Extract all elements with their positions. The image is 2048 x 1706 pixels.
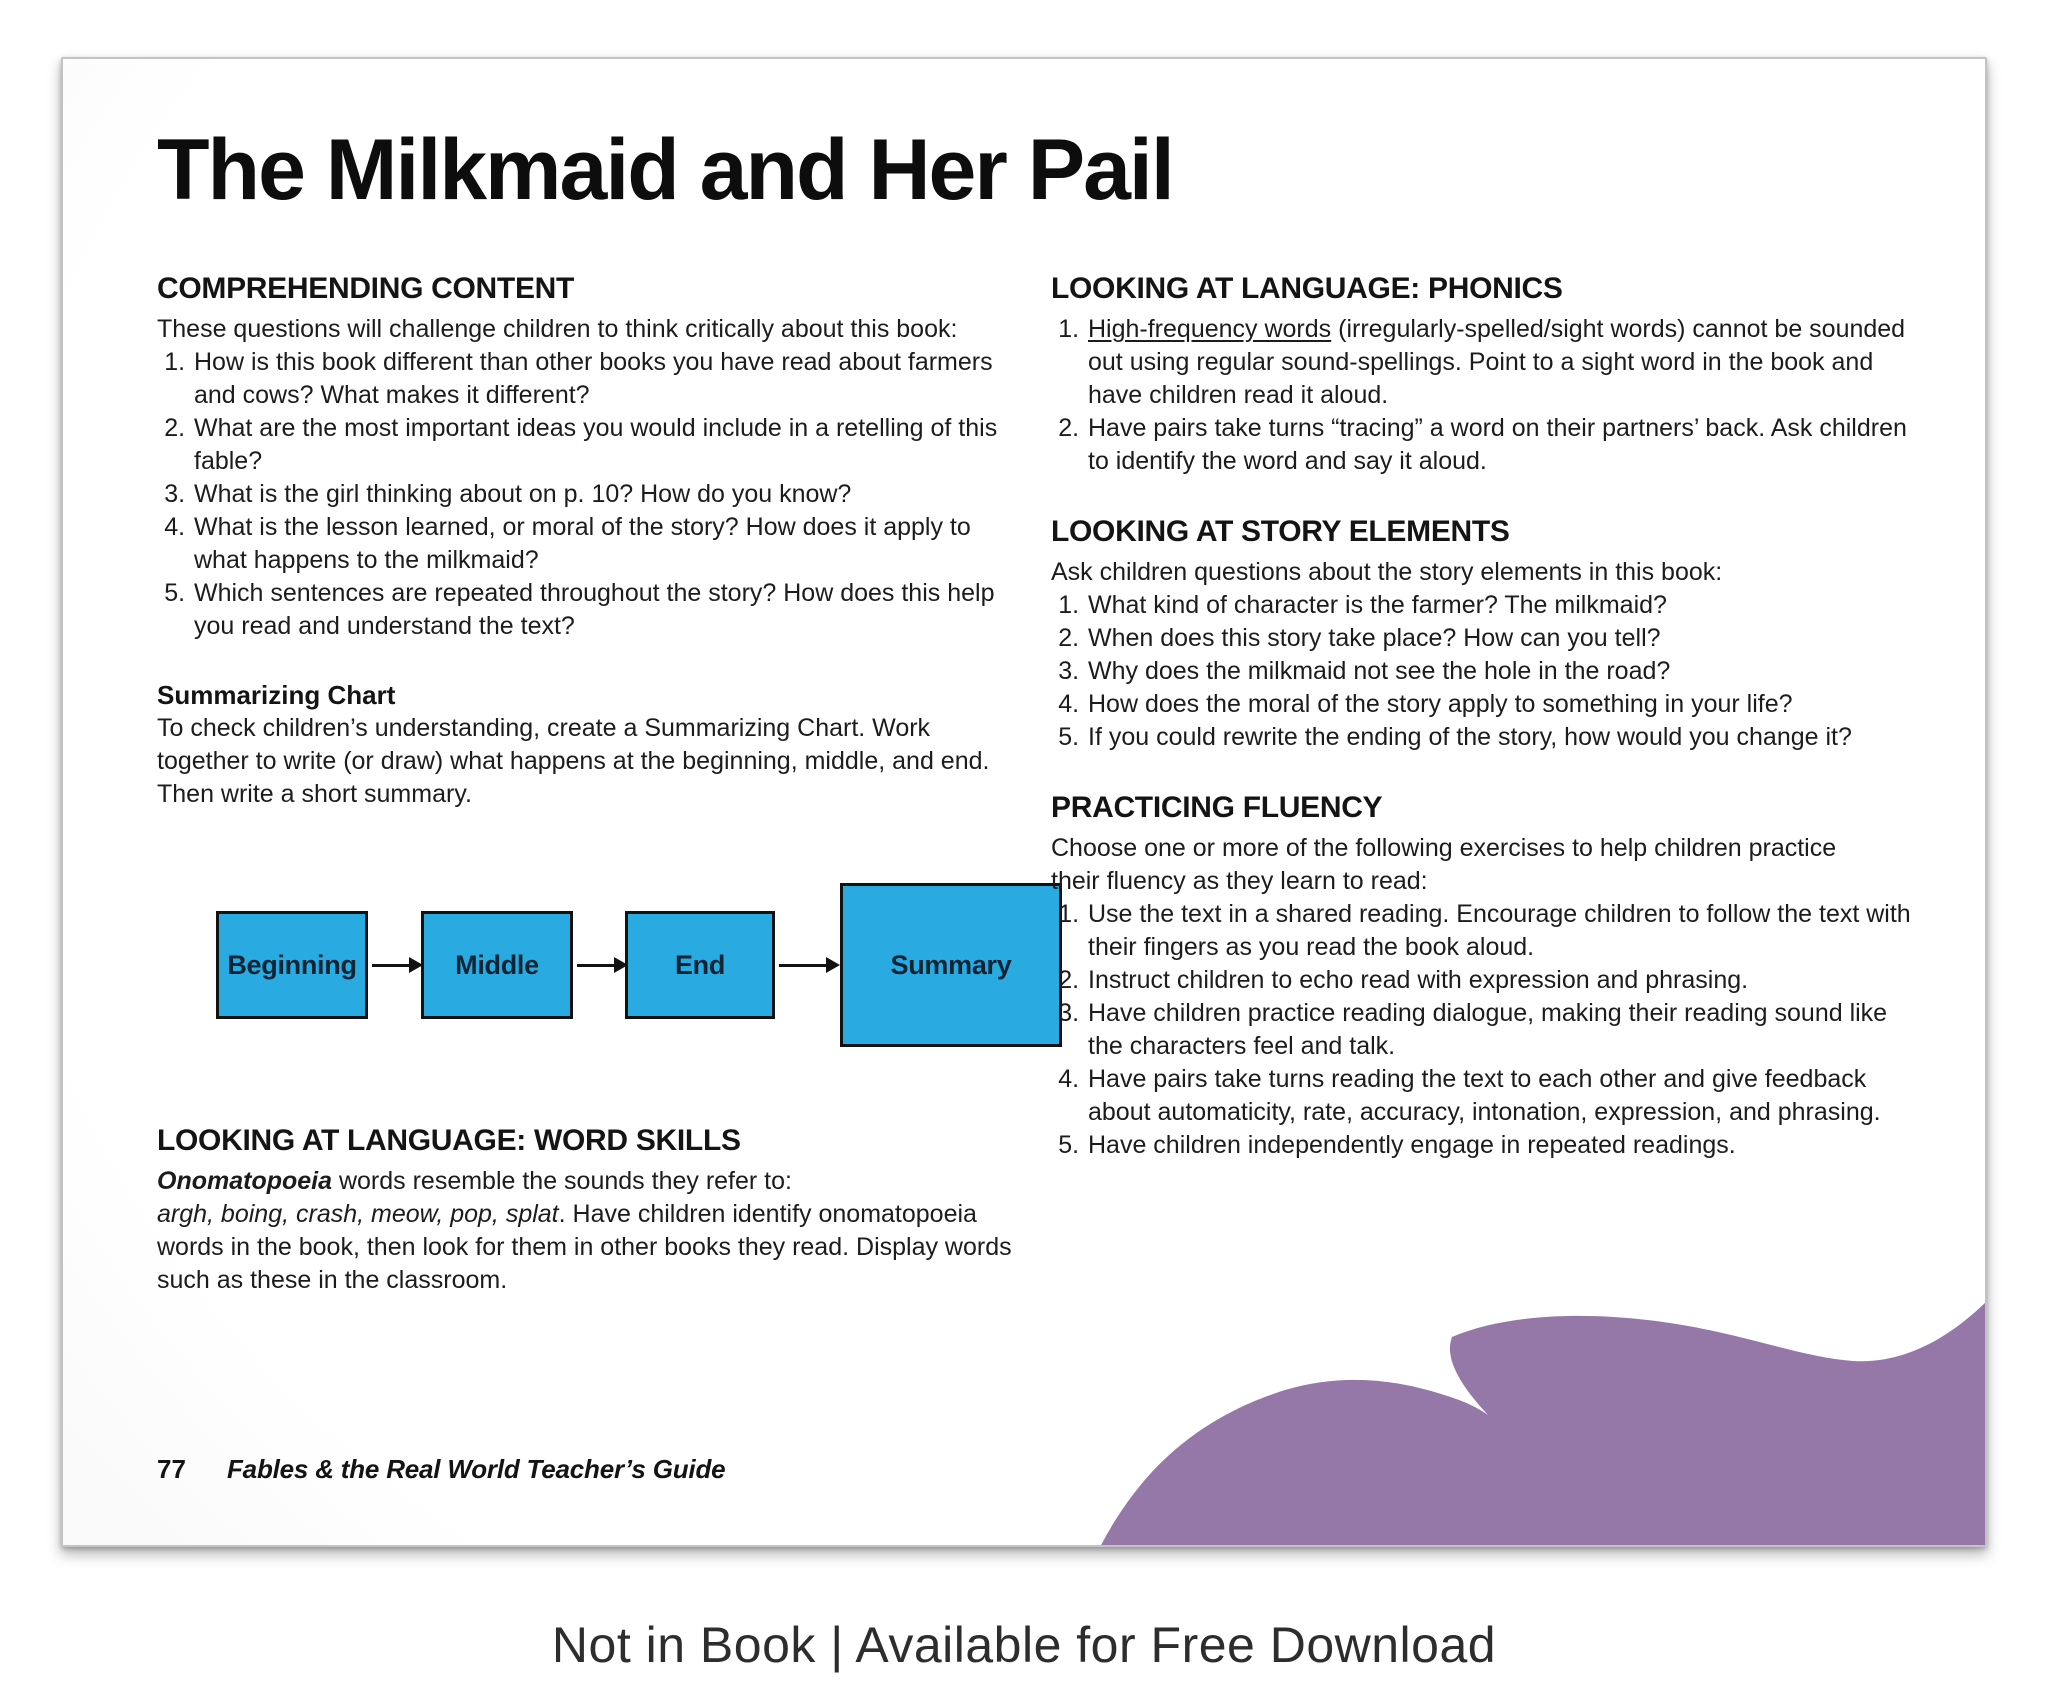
- comprehending-list: [157, 346, 1015, 643]
- list-item: 2. What are the most important ideas you would include in a retelling of this fable?: [192, 412, 1015, 478]
- list-item: 5. Which sentences are repeated throughout the story? How does this help you read and understand the text?: [192, 577, 1015, 643]
- list-item: 1. What kind of character is the farmer? The milkmaid?: [1086, 589, 1917, 622]
- story-elements-intro: Ask children questions about the story elements in this book:: [1051, 558, 1723, 586]
- list-item: 1. High-frequency words (irregularly-spelled/sight words) cannot be sounded out using regular sound-spellings. Point to a sight word in the book and have children read it aloud.: [1086, 313, 1917, 412]
- wave-graphic: [1029, 1249, 1987, 1547]
- flow-box-label: Beginning: [227, 949, 357, 980]
- heading-comprehending-content: COMPREHENDING CONTENT: [157, 272, 575, 305]
- heading-word-skills: LOOKING AT LANGUAGE: WORD SKILLS: [157, 1124, 741, 1157]
- footer-page-number: 77: [157, 1454, 186, 1484]
- term-onomatopoeia: Onomatopoeia: [157, 1167, 333, 1195]
- right-column: [1051, 271, 1917, 1162]
- list-item: 3. Why does the milkmaid not see the hole in the road?: [1086, 655, 1917, 688]
- list-item: 5. Have children independently engage in repeated readings.: [1086, 1129, 1917, 1162]
- flow-box-beginning: [216, 911, 368, 1019]
- word-skills-body: Onomatopoeia words resemble the sounds they refer to: argh, boing, crash, meow, pop, splat. Have children identify onomatopoeia words in the book, then look for them in other books they read. Display words such as these in the classroom.: [157, 1167, 1012, 1294]
- list-item: 3. Have children practice reading dialogue, making their reading sound like the characters feel and talk.: [1086, 997, 1917, 1063]
- list-item: 2. Instruct children to echo read with expression and phrasing.: [1086, 964, 1917, 997]
- page-card: [61, 57, 1987, 1547]
- flow-box-end: [625, 911, 775, 1019]
- left-column-bottom: [157, 1123, 1015, 1297]
- flow-box-summary: [840, 883, 1062, 1047]
- list-item: 1. Use the text in a shared reading. Encourage children to follow the text with their fingers as you read the book aloud.: [1086, 898, 1917, 964]
- flow-box-label: Middle: [455, 949, 539, 980]
- heading-phonics: LOOKING AT LANGUAGE: PHONICS: [1051, 272, 1563, 305]
- list-item: 4. Have pairs take turns reading the text to each other and give feedback about automaticity, rate, accuracy, intonation, expression, and phrasing.: [1086, 1063, 1917, 1129]
- summarizing-flow-diagram: [216, 883, 1062, 1047]
- story-elements-list: [1051, 589, 1917, 754]
- heading-summarizing-chart: Summarizing Chart: [157, 680, 396, 710]
- list-item: 4. What is the lesson learned, or moral of the story? How does it apply to what happens to the milkmaid?: [192, 511, 1015, 577]
- list-item: 2. Have pairs take turns “tracing” a word on their partners’ back. Ask children to identify the word and say it aloud.: [1086, 412, 1917, 478]
- arrow-right-icon: [779, 964, 827, 967]
- footer-book-title: Fables & the Real World Teacher’s Guide: [227, 1454, 726, 1484]
- flow-box-label: End: [674, 949, 726, 980]
- summarizing-body: To check children’s understanding, create a Summarizing Chart. Work together to write (or draw) what happens at the beginning, middle, and end. Then write a short summary.: [157, 714, 990, 808]
- arrow-right-icon: [372, 964, 410, 967]
- list-item: 3. What is the girl thinking about on p. 10? How do you know?: [192, 478, 1015, 511]
- list-item: 2. When does this story take place? How can you tell?: [1086, 622, 1917, 655]
- fluency-list: [1051, 898, 1917, 1162]
- list-item: 1. How is this book different than other books you have read about farmers and cows? What makes it different?: [192, 346, 1015, 412]
- example-words: argh, boing, crash, meow, pop, splat: [157, 1200, 559, 1228]
- arrow-right-icon: [577, 964, 615, 967]
- list-item: 5. If you could rewrite the ending of the story, how would you change it?: [1086, 721, 1917, 754]
- term-high-frequency-words: High-frequency words: [1088, 315, 1332, 343]
- heading-story-elements: LOOKING AT STORY ELEMENTS: [1051, 515, 1510, 548]
- page-title: The Milkmaid and Her Pail: [157, 122, 1173, 218]
- comprehending-intro: These questions will challenge children to think critically about this book:: [157, 315, 958, 343]
- wave-shape: [1099, 1299, 1987, 1547]
- bottom-caption: Not in Book | Available for Free Download: [551, 1617, 1497, 1673]
- fluency-intro: Choose one or more of the following exercises to help children practice their fluency as they learn to read:: [1051, 834, 1837, 895]
- heading-practicing-fluency: PRACTICING FLUENCY: [1051, 791, 1383, 824]
- phonics-list: [1051, 313, 1917, 478]
- list-item: 4. How does the moral of the story apply to something in your life?: [1086, 688, 1917, 721]
- left-column-top: [157, 271, 1015, 811]
- flow-box-label: Summary: [890, 949, 1012, 980]
- flow-box-middle: [421, 911, 573, 1019]
